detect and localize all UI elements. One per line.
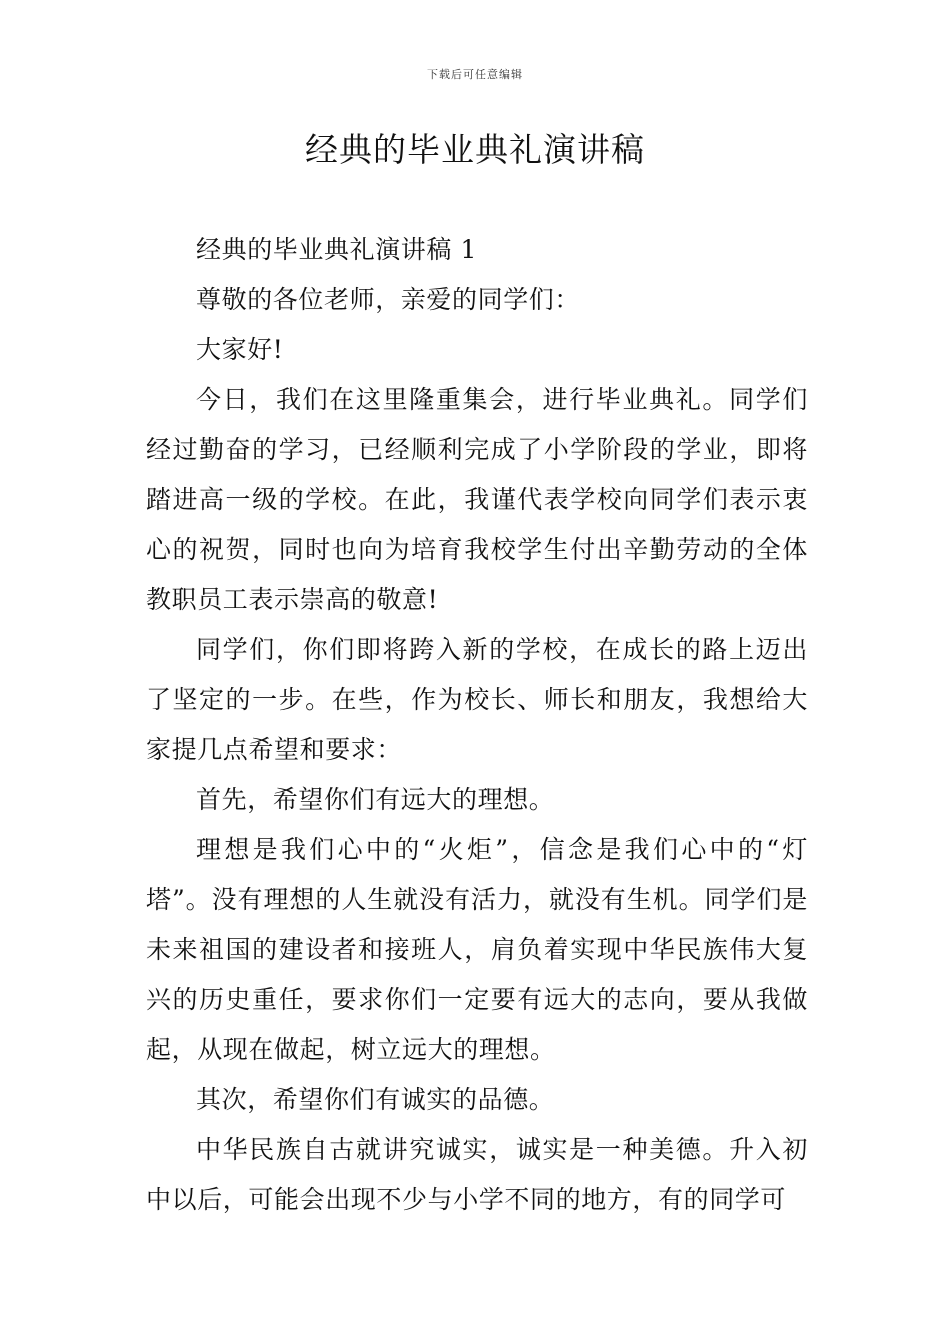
body-paragraph: 中华民族自古就讲究诚实，诚实是一种美德。升入初中以后，可能会出现不少与小学不同的地方，有的同学可 [146,1135,808,1214]
document-title: 经典的毕业典礼演讲稿 [305,130,645,169]
body-paragraph: 理想是我们心中的“火炬”，信念是我们心中的“灯塔”。没有理想的人生就没有活力，就没有生机。同学们是未来祖国的建设者和接班人，肩负着实现中华民族伟大复兴的历史重任，要求你们一定要有远大的志向，要从我做起，从现在做起，树立远大的理想。 [146,835,808,1064]
header-note: 下载后可任意编辑 [427,68,523,81]
body-paragraph: 同学们，你们即将跨入新的学校，在成长的路上迈出了坚定的一步。在些，作为校长、师长和朋友，我想给大家提几点希望和要求： [146,635,808,764]
body-paragraph: 今日，我们在这里隆重集会，进行毕业典礼。同学们经过勤奋的学习，已经顺利完成了小学阶段的学业，即将踏进高一级的学校。在此，我谨代表学校向同学们表示衷心的祝贺，同时也向为培育我校学生付出辛勤劳动的全体教职员工表示崇高的敬意! [146,385,808,614]
document-body [146,225,808,1225]
body-paragraph: 首先，希望你们有远大的理想。 [196,785,555,814]
salutation-paragraph: 尊敬的各位老师，亲爱的同学们： [196,285,581,314]
body-paragraph: 其次，希望你们有诚实的品德。 [196,1085,555,1114]
greeting-paragraph: 大家好! [196,335,284,364]
subtitle-paragraph: 经典的毕业典礼演讲稿 1 [196,235,478,264]
